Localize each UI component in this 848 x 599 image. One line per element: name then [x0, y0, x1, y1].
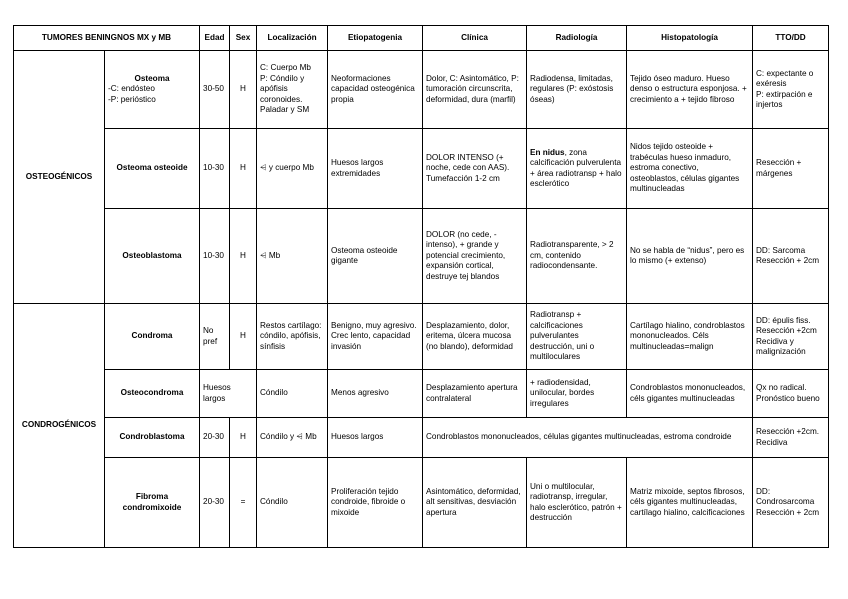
cell-etiopatogenia: Osteoma osteoide gigante — [328, 209, 423, 304]
cell-radiologia: Radiotransp + calcificaciones pulverulantes destrucción, uni o multiloculares — [527, 304, 627, 370]
table-row — [14, 51, 829, 129]
cell-sex: H — [230, 209, 257, 304]
cell-sex: H — [230, 51, 257, 129]
cell-etiopatogenia: Huesos largos extremidades — [328, 129, 423, 209]
cell-sex: = — [230, 458, 257, 548]
cell-etiopatogenia: Huesos largos — [328, 418, 423, 458]
table-row — [14, 418, 829, 458]
cell-radiologia: Uni o multilocular, radiotransp, irregular, halo esclerótico, patrón + destrucción — [527, 458, 627, 548]
cell-clinica: Asintomático, deformidad, alt sensitivas, desviación apertura — [423, 458, 527, 548]
cell-tto: DD: Condrosarcoma Resección + 2cm — [753, 458, 829, 548]
table-row — [14, 370, 829, 418]
table-row — [14, 458, 829, 548]
cell-edad: 20-30 — [200, 418, 230, 458]
cell-clinica: DOLOR INTENSO (+ noche, cede con AAS). Tumefacción 1-2 cm — [423, 129, 527, 209]
row-name — [105, 51, 200, 129]
cell-radiologia: Radiotransparente, > 2 cm, contenido radiocondensante. — [527, 209, 627, 304]
row-name: Osteocondroma — [105, 370, 200, 418]
row-name-label: Osteoma — [134, 73, 170, 83]
cell-etiopatogenia: Benigno, muy agresivo. Crec lento, capacidad invasión — [328, 304, 423, 370]
header-tumores: TUMORES BENINGNOS MX y MB — [14, 26, 200, 51]
cell-clinica: Desplazamiento apertura contralateral — [423, 370, 527, 418]
cell-edad: 30-50 — [200, 51, 230, 129]
cell-histopatologia: Condroblastos mononucleados, céls gigantes multinucleadas — [627, 370, 753, 418]
cell-edad: 10-30 — [200, 129, 230, 209]
cell-tto: DD: épulis fiss. Resección +2cm Recidiva y malignización — [753, 304, 829, 370]
cell-localizacion: Restos cartílago: cóndilo, apófisis, sínfisis — [257, 304, 328, 370]
radio-rest: , zona calcificación pulverulenta + área radiotransp + halo esclerótico — [530, 147, 622, 188]
group-condrogenicos: CONDROGÉNICOS — [14, 304, 105, 548]
header-edad: Edad — [200, 26, 230, 51]
cell-clinica: Dolor, C: Asintomático, P: tumoración circunscrita, deformidad, dura (marfil) — [423, 51, 527, 129]
cell-tto: Resección + márgenes — [753, 129, 829, 209]
header-tto: TTO/DD — [753, 26, 829, 51]
cell-etiopatogenia: Menos agresivo — [328, 370, 423, 418]
cell-edad: No pref — [200, 304, 230, 370]
row-name: Fibroma condromixoide — [105, 458, 200, 548]
header-row — [14, 26, 829, 51]
group-osteogenicos: OSTEOGÉNICOS — [14, 51, 105, 304]
cell-tto: DD: Sarcoma Resección + 2cm — [753, 209, 829, 304]
cell-histopatologia: Nidos tejido osteoide + trabéculas hueso inmaduro, estroma conectivo, osteoblastos, células gigantes multinucleadas — [627, 129, 753, 209]
header-localizacion: Localización — [257, 26, 328, 51]
row-name: Condroma — [105, 304, 200, 370]
row-name: Condroblastoma — [105, 418, 200, 458]
cell-histopatologia: Tejido óseo maduro. Hueso denso o estructura esponjosa. + crecimiento a + tejido fibroso — [627, 51, 753, 129]
cell-histopatologia: Cartílago hialino, condroblastos mononucleados. Céls multinucleadas=malign — [627, 304, 753, 370]
radio-bold: En nidus — [530, 147, 565, 157]
cell-clinica-merged: Condroblastos mononucleados, células gigantes multinucleadas, estroma condroide — [423, 418, 753, 458]
header-sex: Sex — [230, 26, 257, 51]
table-row — [14, 304, 829, 370]
row-name: Osteoma osteoide — [105, 129, 200, 209]
cell-tto: Qx no radical. Pronóstico bueno — [753, 370, 829, 418]
cell-radiologia: + radiodensidad, unilocular, bordes irregulares — [527, 370, 627, 418]
cell-localizacion: Cóndilo — [257, 458, 328, 548]
cell-tto: Resección +2cm. Recidiva — [753, 418, 829, 458]
cell-localizacion: ⩤ y cuerpo Mb — [257, 129, 328, 209]
cell-edad-sex: Huesos largos — [200, 370, 257, 418]
cell-radiologia — [527, 129, 627, 209]
table-row — [14, 129, 829, 209]
cell-localizacion: Cóndilo y ⩤ Mb — [257, 418, 328, 458]
header-etiopatogenia: Etiopatogenia — [328, 26, 423, 51]
header-clinica: Clínica — [423, 26, 527, 51]
cell-radiologia: Radiodensa, limitadas, regulares (P: exóstosis óseas) — [527, 51, 627, 129]
tumor-table — [13, 25, 829, 548]
cell-clinica: Desplazamiento, dolor, eritema, úlcera mucosa (no blando), deformidad — [423, 304, 527, 370]
cell-edad: 10-30 — [200, 209, 230, 304]
row-name: Osteoblastoma — [105, 209, 200, 304]
cell-localizacion: ⩤ Mb — [257, 209, 328, 304]
row-name-sub: -C: endósteo -P: perióstico — [108, 84, 156, 104]
cell-histopatologia: Matriz mixoide, septos fibrosos, céls gigantes multinucleadas, cartílago hialino, calcificaciones — [627, 458, 753, 548]
cell-tto: C: expectante o exéresis P: extirpación e injertos — [753, 51, 829, 129]
cell-localizacion: C: Cuerpo Mb P: Cóndilo y apófisis coronoides. Paladar y SM — [257, 51, 328, 129]
cell-sex: H — [230, 304, 257, 370]
header-radiologia: Radiología — [527, 26, 627, 51]
cell-localizacion: Cóndilo — [257, 370, 328, 418]
cell-sex: H — [230, 418, 257, 458]
cell-etiopatogenia: Proliferación tejido condroide, fibroide o mixoide — [328, 458, 423, 548]
cell-histopatologia: No se habla de “nidus”, pero es lo mismo (+ extenso) — [627, 209, 753, 304]
header-histopatologia: Histopatología — [627, 26, 753, 51]
cell-clinica: DOLOR (no cede, -intenso), + grande y potencial crecimiento, expansión cortical, destruye tej blandos — [423, 209, 527, 304]
cell-sex: H — [230, 129, 257, 209]
table-row — [14, 209, 829, 304]
cell-etiopatogenia: Neoformaciones capacidad osteogénica propia — [328, 51, 423, 129]
cell-edad: 20-30 — [200, 458, 230, 548]
